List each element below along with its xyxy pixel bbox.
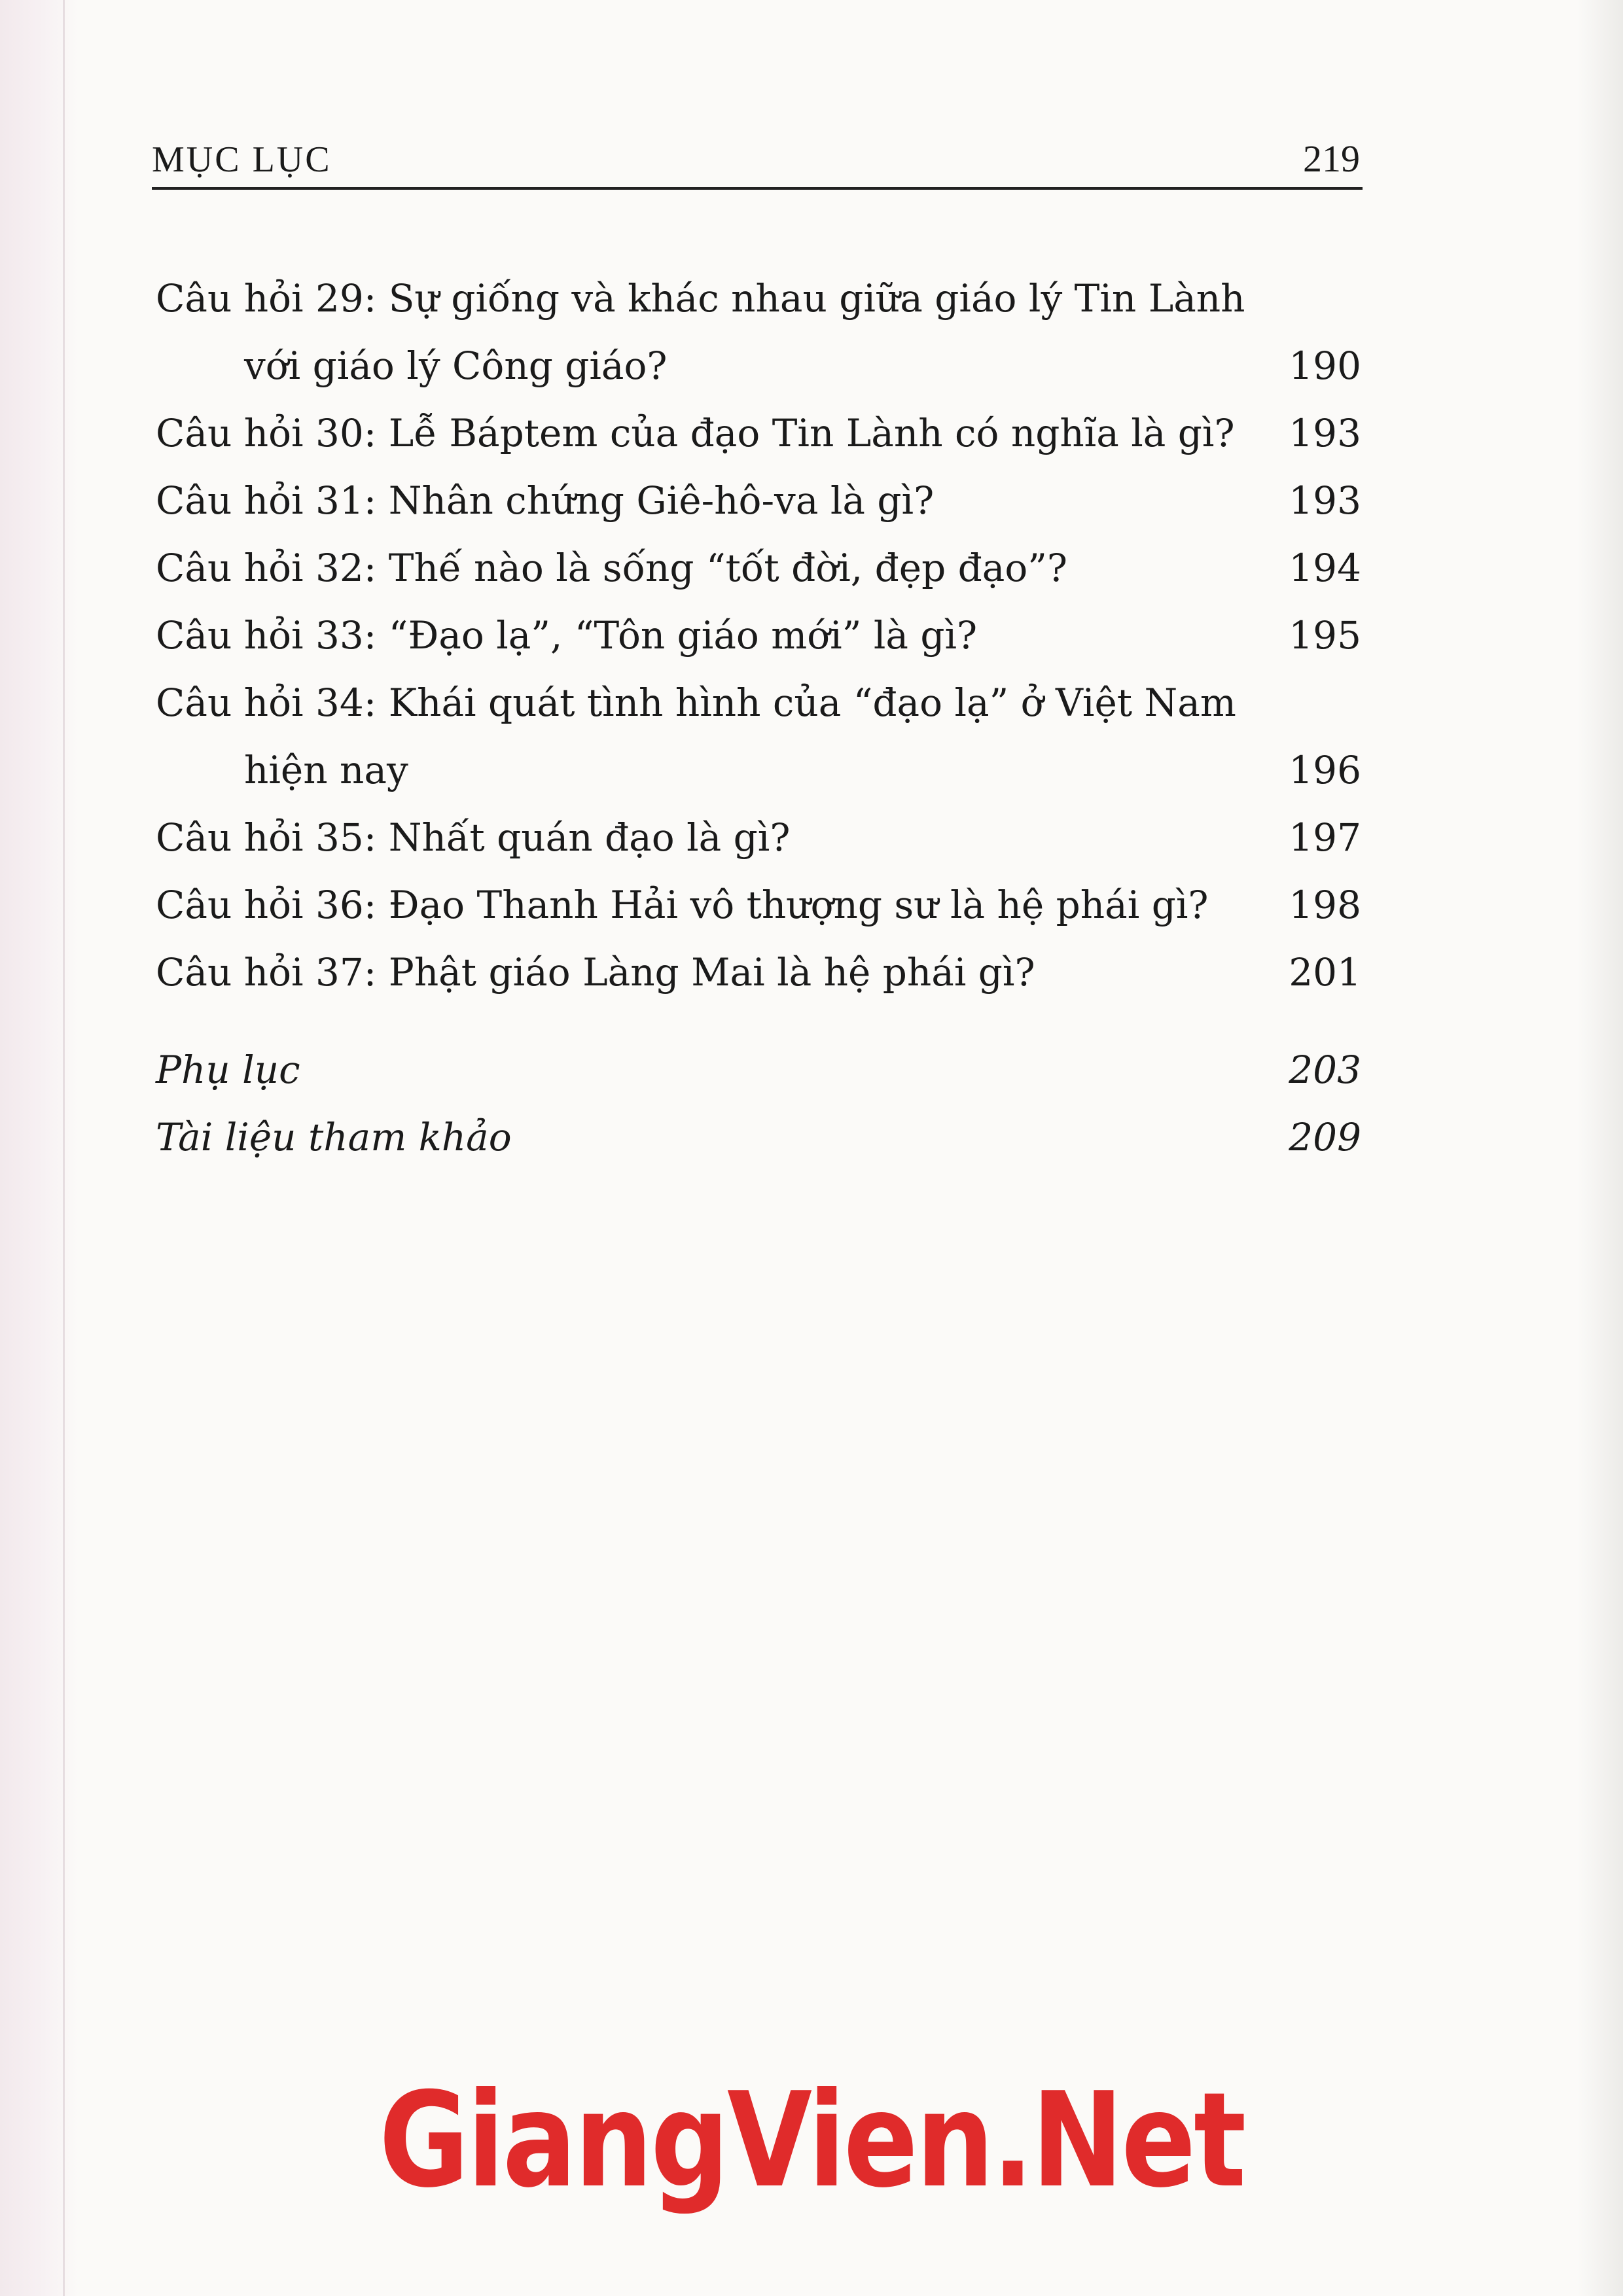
- toc-page-number: 209: [1289, 1115, 1361, 1159]
- toc-entry-text: Câu hỏi 36: Đạo Thanh Hải vô thượng sư là hệ phái gì?: [156, 883, 1209, 927]
- running-header: [152, 137, 1363, 190]
- toc-page-number: 201: [1289, 950, 1361, 995]
- section-gap: [156, 1006, 1366, 1036]
- toc-entry-34: [156, 669, 1366, 804]
- toc-entry-references: [156, 1104, 1366, 1171]
- toc-entry-text: Câu hỏi 37: Phật giáo Làng Mai là hệ phái gì?: [156, 950, 1035, 995]
- header-page-number: 219: [1303, 137, 1360, 180]
- toc-entry-text: Câu hỏi 34: Khái quát tình hình của “đạo lạ” ở Việt Nam: [156, 680, 1236, 725]
- toc-entry-text: Câu hỏi 33: “Đạo lạ”, “Tôn giáo mới” là gì?: [156, 613, 978, 658]
- toc-page-number: 193: [1289, 411, 1361, 455]
- toc-entry-text: Câu hỏi 31: Nhân chứng Giê-hô-va là gì?: [156, 478, 935, 523]
- toc-page-number: 198: [1289, 883, 1361, 927]
- toc-page-number: 203: [1289, 1048, 1361, 1092]
- header-rule: [152, 187, 1363, 190]
- toc-entry-text: Câu hỏi 32: Thế nào là sống “tốt đời, đẹp đạo”?: [156, 546, 1068, 590]
- toc-page-number: 194: [1289, 546, 1361, 590]
- toc-appendix-label: Phụ lục: [156, 1048, 300, 1092]
- toc-entry-appendix: [156, 1036, 1366, 1104]
- toc-entry-35: [156, 804, 1366, 872]
- toc-entry-29: [156, 265, 1366, 400]
- toc-entry-text: Câu hỏi 30: Lễ Báptem của đạo Tin Lành có nghĩa là gì?: [156, 411, 1235, 455]
- watermark-logo: GiangVien.Net: [379, 2064, 1244, 2217]
- toc-page-number: 193: [1289, 478, 1361, 523]
- toc-entry-text-continued: với giáo lý Công giáo?: [244, 344, 668, 388]
- toc-entry-30: [156, 400, 1366, 467]
- toc-entry-33: [156, 602, 1366, 669]
- toc-entry-text: Câu hỏi 29: Sự giống và khác nhau giữa giáo lý Tin Lành: [156, 276, 1245, 321]
- toc-entry-36: [156, 872, 1366, 939]
- toc-entry-37: [156, 939, 1366, 1006]
- toc-references-label: Tài liệu tham khảo: [156, 1115, 512, 1159]
- toc-page-number: 190: [1289, 344, 1361, 388]
- toc-entry-31: [156, 467, 1366, 535]
- toc-page-number: 196: [1289, 748, 1361, 792]
- toc-entry-text: Câu hỏi 35: Nhất quán đạo là gì?: [156, 815, 791, 860]
- toc-page-number: 197: [1289, 815, 1361, 860]
- page-right-shadow: [1577, 0, 1623, 2296]
- toc-page-number: 195: [1289, 613, 1361, 658]
- toc-entry-32: [156, 535, 1366, 602]
- header-title: MỤC LỤC: [152, 139, 332, 180]
- toc-entry-text-continued: hiện nay: [244, 748, 408, 792]
- table-of-contents: [156, 265, 1366, 1171]
- binding-gutter-line: [63, 0, 65, 2296]
- page-left-shadow: [0, 0, 79, 2296]
